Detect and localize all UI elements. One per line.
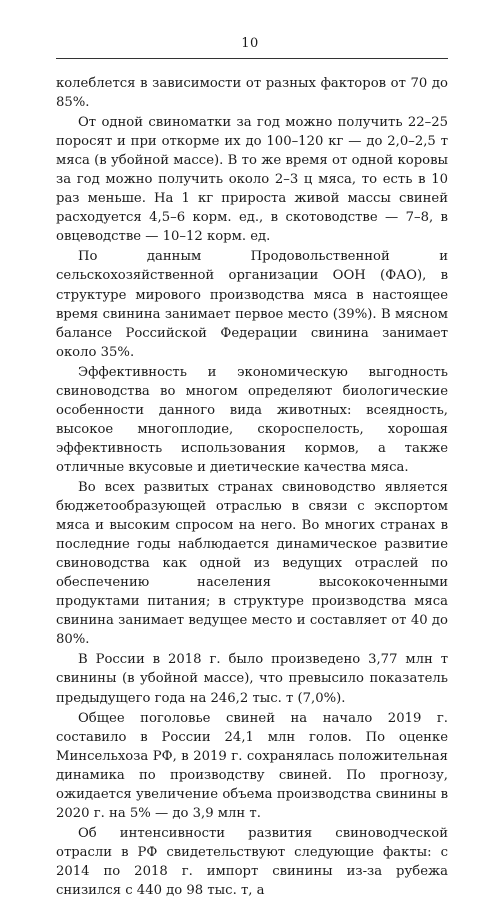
page-number: 10 — [241, 36, 259, 51]
paragraph: Общее поголовье свиней на начало 2019 г. составило в России 24,1 млн голов. По оценке Минсельхоза РФ, в 2019 г. сохранялась положительная динамика по производству свиней. По прогнозу, ожидается увеличение объема производства свинины в 2020 г. на 5% — до 3,9 млн т. — [56, 710, 448, 821]
paragraph: От одной свиноматки за год можно получить 22–25 поросят и при откорме их до 100–120 кг — до 2,0–2,5 т мяса (в убойной массе). В то же время от одной коровы за год можно получить около 2–3 ц мяса, то есть в 10 раз меньше. На 1 кг прироста живой массы свиней расходуется 4,5–6 корм. ед., в скотоводстве — 7–8, в овцеводстве — 10–12 корм. ед. — [56, 115, 448, 245]
header-rule — [56, 58, 448, 59]
paragraph: Во всех развитых странах свиноводство является бюджетообразующей отраслью в связи с экспортом мяса и высоким спросом на него. Во многих странах в последние годы наблюдается динамическое развитие свиноводства как одной из ведущих отраслей по обеспечению населения высококоченными продуктами питания; в структуре производства мяса свинина занимает ведущее место и составляет от 40 до 80%. — [56, 479, 448, 648]
paragraph: В России в 2018 г. было произведено 3,77 млн т свинины (в убойной массе), что превысило показатель предыдущего года на 246,2 тыс. т (7,0%). — [56, 652, 448, 706]
body-text — [56, 74, 448, 901]
paragraph: колеблется в зависимости от разных факторов от 70 до 85%. — [56, 76, 448, 111]
paragraph: Эффективность и экономическую выгодность свиноводства во многом определяют биологические особенности данного вида животных: всеядность, высокое многоплодие, скороспелость, хорошая эффективность использования кормов, а также отличные вкусовые и диетические качества мяса. — [56, 364, 448, 475]
paragraph: По данным Продовольственной и сельскохозяйственной организации ООН (ФАО), в структуре мирового производства мяса в настоящее время свинина занимает первое место (39%). В мясном балансе Российской Федерации свинина занимает около 35%. — [56, 249, 448, 360]
paragraph: Об интенсивности развития свиноводческой отрасли в РФ свидетельствуют следующие факты: с 2014 по 2018 г. импорт свинины из-за рубежа снизился с 440 до 98 тыс. т, а — [56, 825, 448, 898]
